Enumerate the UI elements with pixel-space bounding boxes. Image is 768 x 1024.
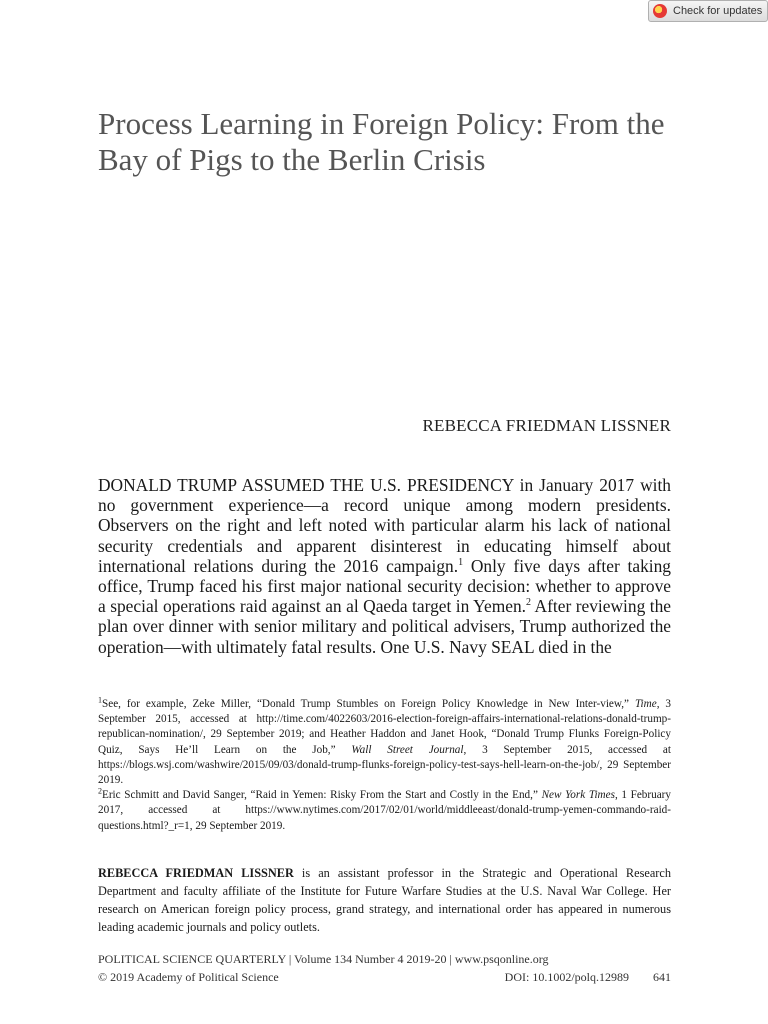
footnote-ref-2[interactable]: 2 (526, 597, 532, 609)
article-title: Process Learning in Foreign Policy: From the Bay of Pigs to the Berlin Crisis (98, 106, 665, 177)
bio-author-name: REBECCA FRIEDMAN LISSNER (98, 866, 294, 880)
footnote-1 (98, 697, 671, 788)
footnote-text: Eric Schmitt and David Sanger, “Raid in Yemen: Risky From the Start and Costly in the End,” (102, 789, 542, 802)
page-footer (98, 950, 671, 986)
journal-info: POLITICAL SCIENCE QUARTERLY | Volume 134 Number 4 2019-20 | www.psqonline.org (98, 952, 549, 966)
page-number: 641 (653, 970, 671, 984)
body-text-part2: Only five days after taking office, Trump faced his first major national security decision: whether to approve a special operations raid against an al Qaeda target in Yemen. (98, 555, 671, 617)
footnote-text: , 3 September 2015, accessed at https://blogs.wsj.com/washwire/2015/09/03/donald-trump-flunks-foreign-policy-test-says-hell-learn-on-the-job/, 29 September 2019. (98, 743, 671, 787)
footnote-number: 2 (98, 786, 102, 796)
body-text-part3: After reviewing the plan over dinner with senior military and political advisers, Trump authorized the operation—with ultimately fatal results. One U.S. Navy SEAL died in the (98, 596, 672, 657)
footnote-text: See, for example, Zeke Miller, “Donald Trump Stumbles on Foreign Policy Knowledge in New Inter-view,” (102, 698, 635, 710)
body-paragraph (98, 475, 671, 657)
footnote-source-title: Wall Street Journal (351, 743, 464, 756)
footnote-ref-1[interactable]: 1 (458, 557, 464, 569)
footnote-2 (98, 788, 671, 834)
copyright-notice: © 2019 Academy of Political Science (98, 970, 279, 984)
check-for-updates-button[interactable] (648, 0, 768, 22)
footnotes-section (98, 697, 671, 834)
body-text-part1: DONALD TRUMP ASSUMED THE U.S. PRESIDENCY in January 2017 with no government experience—a record unique among modern presidents. Observers on the right and left noted with particular alarm his lack of national security credentials and apparent disinterest in educating himself about international relations during the 2016 campaign. (98, 475, 671, 576)
author-bio (98, 864, 671, 936)
footnote-number: 1 (98, 695, 102, 705)
doi: DOI: 10.1002/polq.12989 (504, 970, 629, 984)
crossmark-icon (653, 4, 667, 18)
footnote-source-title: Time (634, 698, 657, 710)
bio-text: is an assistant professor in the Strategic and Operational Research Department and faculty affiliate of the Institute for Future Warfare Studies at the U.S. Naval War College. Her research on American foreign policy process, grand strategy, and international order has appeared in numerous leading academic journals and policy outlets. (98, 866, 671, 934)
check-for-updates-label: Check for updates (673, 5, 763, 17)
footnote-source-title: New York Times (541, 789, 615, 802)
footnote-text: , 1 February 2017, accessed at https://www.nytimes.com/2017/02/01/world/middleeast/donald-trump-yemen-commando-raid-questions.html?_r=1, 29 September 2019. (98, 789, 672, 832)
footnote-text: , 3 September 2015, accessed at http://time.com/4022603/2016-election-foreign-affairs-international-relations-donald-trump-republican-nomination/, 29 September 2019; and Heather Haddon and Janet Hook, “Donald Trump Flunks Foreign-Policy Quiz, Says He’ll Learn on the Job,” (98, 698, 672, 756)
article-author: REBECCA FRIEDMAN LISSNER (422, 416, 671, 435)
